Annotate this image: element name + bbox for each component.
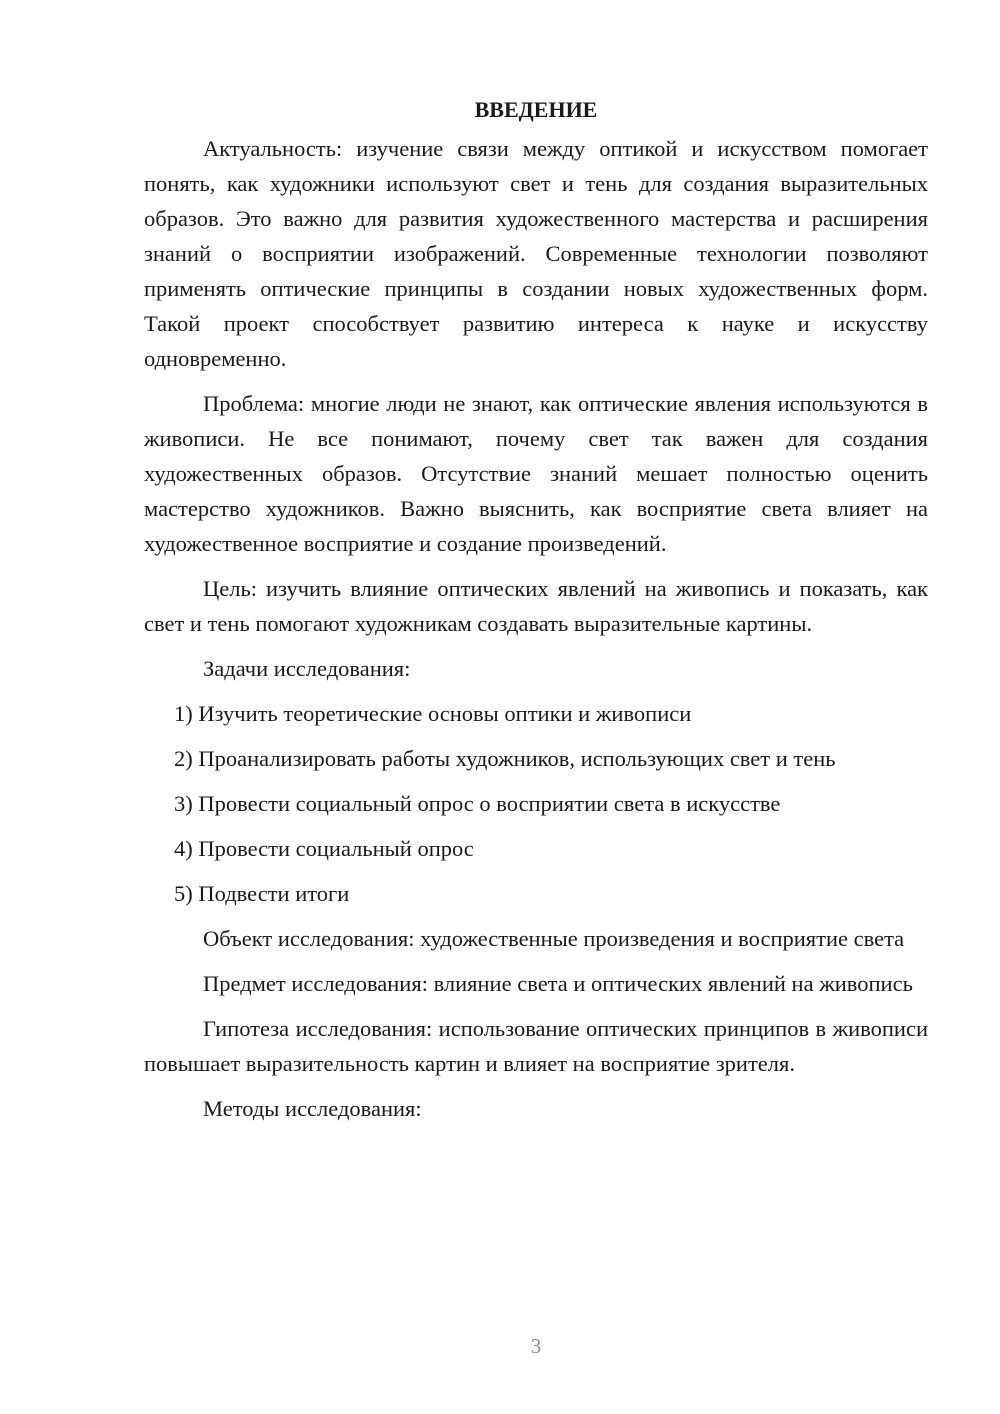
list-item: 3) Провести социальный опрос о восприятии света в искусстве [174, 791, 781, 816]
problem-paragraph: Проблема: многие люди не знают, как оптические явления используются в живописи. Не все понимают, почему свет так важен для создания художественных образов. Отсутствие знаний мешает полностью оценить мастерство художников. Важно выяснить, как восприятие света влияет на художественное восприятие и создание произведений. [144, 391, 928, 556]
page-title: ВВЕДЕНИЕ [474, 97, 598, 122]
tasks-title: Задачи исследования: [203, 656, 411, 681]
relevance-paragraph: Актуальность: изучение связи между оптикой и искусством помогает понять, как художники используют свет и тень для создания выразительных образов. Это важно для развития художественного мастерства и расширения знаний о восприятии изображений. Современные технологии позволяют применять оптические принципы в создании новых художественных форм. Такой проект способствует развитию интереса к науке и искусству одновременно. [144, 136, 928, 371]
list-item: 1) Изучить теоретические основы оптики и живописи [174, 701, 692, 726]
list-item: 5) Подвести итоги [174, 881, 350, 906]
tasks-list [144, 696, 928, 911]
methods-title: Методы исследования: [203, 1096, 422, 1121]
object-paragraph: Объект исследования: художественные произведения и восприятие света [203, 926, 905, 951]
subject-paragraph: Предмет исследования: влияние света и оптических явлений на живопись [203, 971, 913, 996]
page-number: 3 [530, 1334, 542, 1358]
list-item: 2) Проанализировать работы художников, использующих свет и тень [174, 746, 836, 771]
hypothesis-paragraph: Гипотеза исследования: использование оптических принципов в живописи повышает выразительность картин и влияет на восприятие зрителя. [144, 1016, 928, 1076]
goal-paragraph: Цель: изучить влияние оптических явлений на живопись и показать, как свет и тень помогают художникам создавать выразительные картины. [144, 576, 928, 636]
page-content [144, 92, 928, 1136]
list-item: 4) Провести социальный опрос [174, 836, 474, 861]
